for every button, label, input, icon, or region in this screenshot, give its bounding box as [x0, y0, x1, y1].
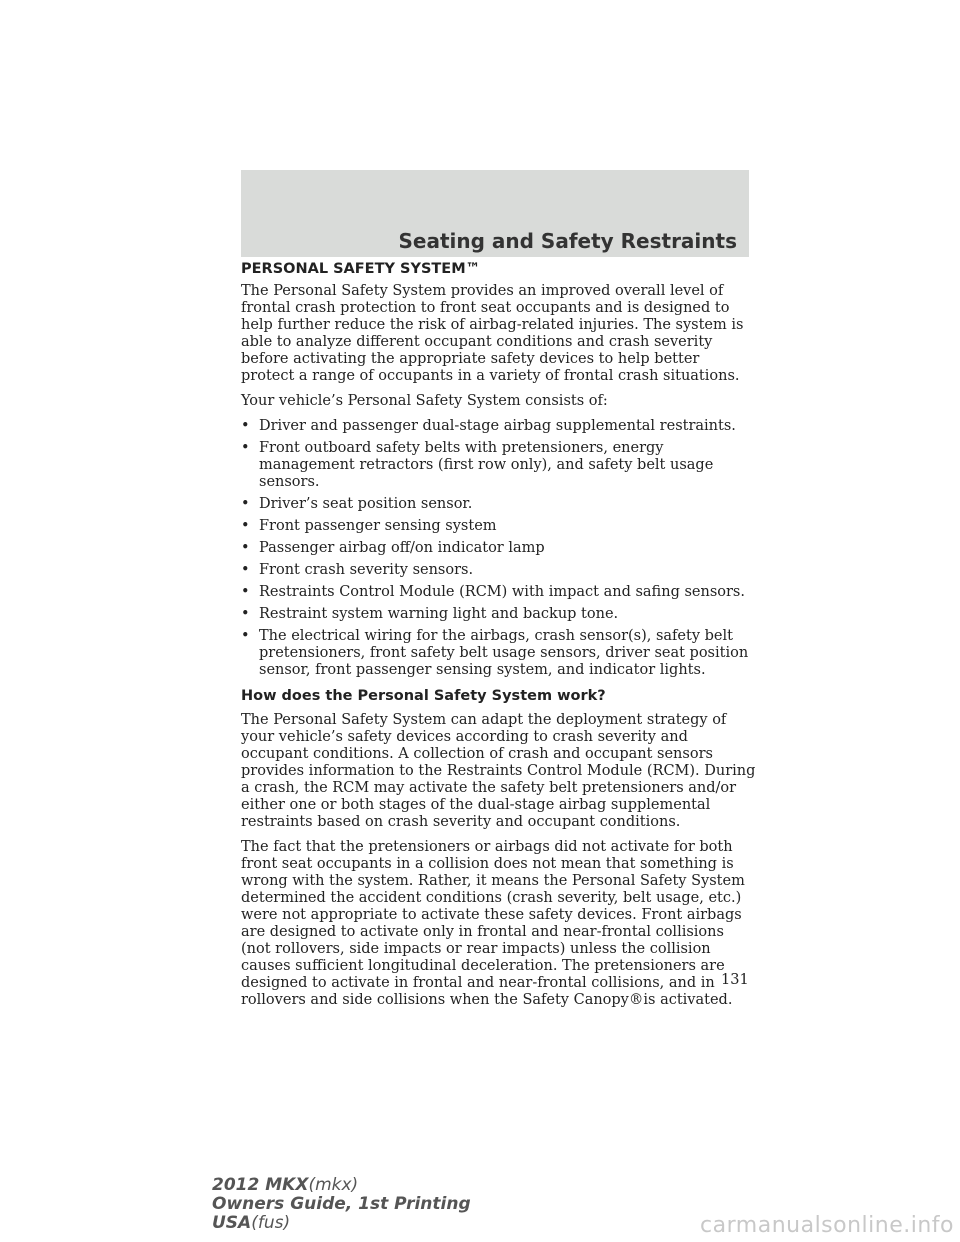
bullet-icon: • [241, 540, 250, 556]
bullet-icon: • [241, 496, 250, 512]
watermark: carmanualsonline.info [700, 1213, 954, 1238]
list-item: • The electrical wiring for the airbags, crash sensor(s), safety belt pretensioners, front safety belt usage sensors, driver seat position sensor, front passenger sensing system, and indicator lights. [241, 628, 749, 678]
bullet-icon: • [241, 584, 250, 600]
bullet-icon: • [241, 518, 250, 534]
section-title: Seating and Safety Restraints [398, 229, 737, 253]
bullet-icon: • [241, 562, 250, 578]
list-item: • Driver’s seat position sensor. [241, 496, 473, 512]
footer-model-code: (mkx) [308, 1175, 359, 1195]
print-footer [212, 1176, 471, 1233]
bullet-icon: • [241, 606, 250, 622]
footer-market: USA [212, 1213, 252, 1233]
intro-paragraph: The Personal Safety System provides an improved overall level of frontal crash protection to front seat occupants and is designed to help further reduce the risk of airbag-related injuries. The system is able to analyze different occupant conditions and crash severity before activating the appropriate safety devices to help better protect a range of occupants in a variety of frontal crash situations. [241, 283, 744, 384]
section-header-band [241, 170, 749, 257]
footer-edition: Owners Guide, 1st Printing [212, 1194, 471, 1214]
activation-paragraph: The fact that the pretensioners or airbags did not activate for both front seat occupants in a collision does not mean that something is wrong with the system. Rather, it means the Personal Safety System determined the accident conditions (crash severity, belt usage, etc.) were not appropriate to activate these safety devices. Front airbags are designed to activate only in frontal and near-frontal collisions (not rollovers, side impacts or rear impacts) unless the collision causes sufficient longitudinal deceleration. The pretensioners are designed to activate in frontal and near-frontal collisions, and in rollovers and side collisions when the Safety Canopy®is activated. [241, 839, 745, 1008]
list-item: • Restraint system warning light and backup tone. [241, 606, 619, 622]
page-content [241, 260, 756, 1017]
footer-market-code: (fus) [251, 1213, 291, 1233]
footer-model: 2012 MKX [212, 1175, 309, 1195]
list-item: • Front outboard safety belts with pretensioners, energy management retractors (first row only), and safety belt usage sensors. [241, 440, 714, 490]
list-item: • Passenger airbag off/on indicator lamp [241, 540, 545, 556]
how-it-works-paragraph: The Personal Safety System can adapt the deployment strategy of your vehicle’s safety devices according to crash severity and occupant conditions. A collection of crash and occupant sensors provides information to the Restraints Control Module (RCM). During a crash, the RCM may activate the safety belt pretensioners and/or either one or both stages of the dual-stage airbag supplemental restraints based on crash severity and occupant conditions. [241, 712, 756, 830]
list-item: • Front passenger sensing system [241, 518, 497, 534]
bullet-icon: • [241, 440, 250, 456]
consists-intro: Your vehicle’s Personal Safety System consists of: [241, 393, 608, 409]
list-item: • Driver and passenger dual-stage airbag supplemental restraints. [241, 418, 736, 434]
page-number: 131 [721, 972, 749, 988]
bullet-icon: • [241, 418, 250, 434]
list-item: • Front crash severity sensors. [241, 562, 474, 578]
subheading: How does the Personal Safety System work? [241, 688, 606, 704]
main-heading: PERSONAL SAFETY SYSTEM™ [241, 261, 481, 277]
bullet-icon: • [241, 628, 250, 644]
components-list [241, 418, 756, 679]
list-item: • Restraints Control Module (RCM) with impact and safing sensors. [241, 584, 745, 600]
